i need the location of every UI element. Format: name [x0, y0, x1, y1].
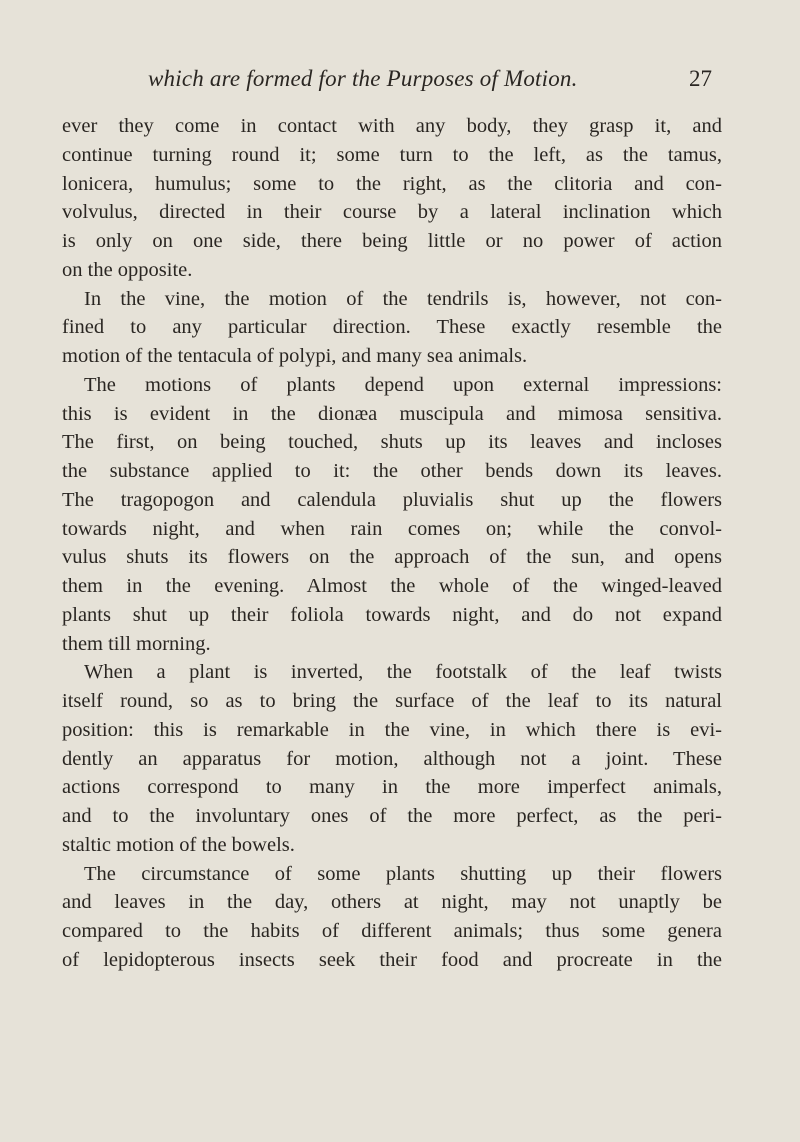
- text-line: staltic motion of the bowels.: [62, 833, 295, 856]
- page-number: 27: [689, 66, 712, 91]
- text-line: this is evident in the dionæa muscipula and mimosa sensitiva.: [62, 402, 722, 425]
- text-line: is only on one side, there being little or no power of action: [62, 230, 722, 252]
- text-line: motion of the tentacula of polypi, and many sea animals.: [62, 345, 528, 367]
- text-line: plants shut up their foliola towards night, and do not expand: [62, 603, 722, 626]
- text-line: and to the involuntary ones of the more perfect, as the peri-: [62, 805, 722, 827]
- text-line: When a plant is inverted, the footstalk of the leaf twists: [84, 661, 722, 684]
- text-line: of lepidopterous insects seek their food and procreate in the: [62, 948, 722, 971]
- body-text: [62, 112, 722, 975]
- text-line: In the vine, the motion of the tendrils is, however, not con-: [84, 287, 722, 310]
- text-line: actions correspond to many in the more imperfect animals,: [62, 776, 722, 799]
- running-head: [62, 66, 712, 98]
- text-line: ever they come in contact with any body, they grasp it, and: [62, 115, 722, 137]
- text-line: vulus shuts its flowers on the approach of the sun, and opens: [62, 546, 722, 569]
- text-line: The first, on being touched, shuts up its leaves and incloses: [62, 431, 722, 454]
- text-line: them till morning.: [62, 632, 211, 655]
- text-line: and leaves in the day, others at night, may not unaptly be: [62, 891, 722, 914]
- running-title: which are formed for the Purposes of Motion.: [148, 66, 578, 91]
- text-line: them in the evening. Almost the whole of the winged-leaved: [62, 575, 722, 597]
- text-line: on the opposite.: [62, 258, 193, 281]
- text-line: towards night, and when rain comes on; while the convol-: [62, 517, 722, 540]
- text-line: volvulus, directed in their course by a lateral inclination which: [62, 201, 722, 224]
- text-line: position: this is remarkable in the vine, in which there is evi-: [62, 718, 722, 741]
- text-line: fined to any particular direction. These exactly resemble the: [62, 316, 722, 339]
- text-line: itself round, so as to bring the surface of the leaf to its natural: [62, 690, 722, 712]
- text-line: the substance applied to it: the other bends down its leaves.: [62, 460, 722, 482]
- text-line: continue turning round it; some turn to the left, as the tamus,: [62, 143, 722, 166]
- text-line: The tragopogon and calendula pluvialis shut up the flowers: [62, 488, 722, 511]
- text-line: The motions of plants depend upon external impressions:: [84, 373, 722, 396]
- text-line: compared to the habits of different animals; thus some genera: [62, 920, 722, 942]
- text-line: lonicera, humulus; some to the right, as the clitoria and con-: [62, 172, 722, 195]
- text-line: dently an apparatus for motion, although not a joint. These: [62, 747, 722, 770]
- text-line: The circumstance of some plants shutting up their flowers: [84, 862, 722, 885]
